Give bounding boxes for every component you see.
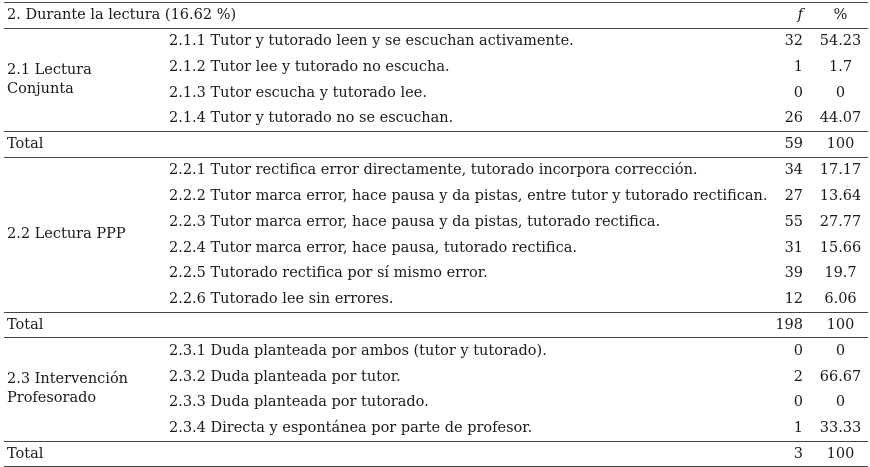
frequency-cell: 12 — [784, 290, 804, 307]
total-frequency: 59 — [763, 131, 813, 157]
percent-cell: 1.7 — [828, 58, 853, 75]
column-header-percent: % — [813, 3, 868, 29]
item-label: 2.2.5 Tutorado rectifica por sí mismo error. — [169, 265, 488, 282]
percent-cell: 6.06 — [824, 290, 857, 307]
total-percent: 100 — [813, 131, 868, 157]
item-label: 2.1.4 Tutor y tutorado no se escuchan. — [169, 110, 454, 127]
table-row — [4, 28, 868, 54]
total-percent: 100 — [813, 441, 868, 467]
frequency-cell: 27 — [784, 187, 804, 204]
category-label: 2.1 Lectura Conjunta — [7, 61, 92, 97]
frequency-cell: 0 — [793, 84, 804, 101]
table-title: 2. Durante la lectura (16.62 %) — [4, 3, 763, 29]
item-label: 2.2.6 Tutorado lee sin errores. — [169, 290, 394, 307]
frequency-cell: 2 — [793, 368, 804, 385]
percent-cell: 54.23 — [819, 33, 862, 50]
percent-cell: 44.07 — [819, 110, 862, 127]
table-body — [4, 3, 868, 467]
total-row — [4, 441, 868, 467]
item-label: 2.2.2 Tutor marca error, hace pausa y da pistas, entre tutor y tutorado rectifican. — [169, 187, 768, 204]
total-frequency: 198 — [763, 312, 813, 338]
percent-cell: 66.67 — [819, 368, 862, 385]
column-header-frequency: f — [763, 3, 813, 29]
frequency-cell: 55 — [784, 213, 804, 230]
item-label: 2.2.3 Tutor marca error, hace pausa y da pistas, tutorado rectifica. — [169, 213, 661, 230]
percent-cell: 19.7 — [824, 265, 857, 282]
total-label: Total — [4, 441, 763, 467]
category-label: 2.3 Intervención Profesorado — [7, 371, 129, 407]
frequency-cell: 34 — [784, 162, 804, 179]
results-table — [4, 2, 868, 467]
frequency-cell: 39 — [784, 265, 804, 282]
item-label: 2.2.4 Tutor marca error, hace pausa, tutorado rectifica. — [169, 239, 577, 256]
frequency-cell: 1 — [793, 58, 804, 75]
frequency-cell: 32 — [784, 33, 804, 50]
total-row — [4, 312, 868, 338]
item-label: 2.3.2 Duda planteada por tutor. — [169, 368, 401, 385]
percent-cell: 13.64 — [819, 187, 862, 204]
total-percent: 100 — [813, 312, 868, 338]
item-label: 2.3.3 Duda planteada por tutorado. — [169, 394, 429, 411]
item-label: 2.3.1 Duda planteada por ambos (tutor y tutorado). — [169, 343, 547, 359]
total-label: Total — [4, 312, 763, 338]
total-frequency: 3 — [763, 441, 813, 467]
table-header-row — [4, 3, 868, 29]
percent-cell: 15.66 — [819, 239, 862, 256]
table-row — [4, 157, 868, 183]
item-label: 2.1.2 Tutor lee y tutorado no escucha. — [169, 58, 450, 75]
table-row — [4, 338, 868, 364]
frequency-cell: 0 — [793, 343, 804, 359]
percent-cell: 17.17 — [819, 162, 862, 179]
percent-cell: 33.33 — [819, 419, 862, 436]
frequency-cell: 31 — [784, 239, 804, 256]
item-label: 2.2.1 Tutor rectifica error directamente, tutorado incorpora corrección. — [169, 162, 698, 179]
frequency-cell: 1 — [793, 419, 804, 436]
item-label: 2.1.1 Tutor y tutorado leen y se escuchan activamente. — [169, 33, 574, 50]
percent-cell: 27.77 — [819, 213, 862, 230]
total-row — [4, 131, 868, 157]
frequency-cell: 0 — [793, 394, 804, 411]
item-label: 2.1.3 Tutor escucha y tutorado lee. — [169, 84, 427, 101]
frequency-cell: 26 — [784, 110, 804, 127]
total-label: Total — [4, 131, 763, 157]
percent-cell: 0 — [835, 343, 846, 359]
item-label: 2.3.4 Directa y espontánea por parte de profesor. — [169, 419, 533, 436]
percent-cell: 0 — [835, 394, 846, 411]
percent-cell: 0 — [835, 84, 846, 101]
category-label: 2.2 Lectura PPP — [7, 226, 126, 243]
